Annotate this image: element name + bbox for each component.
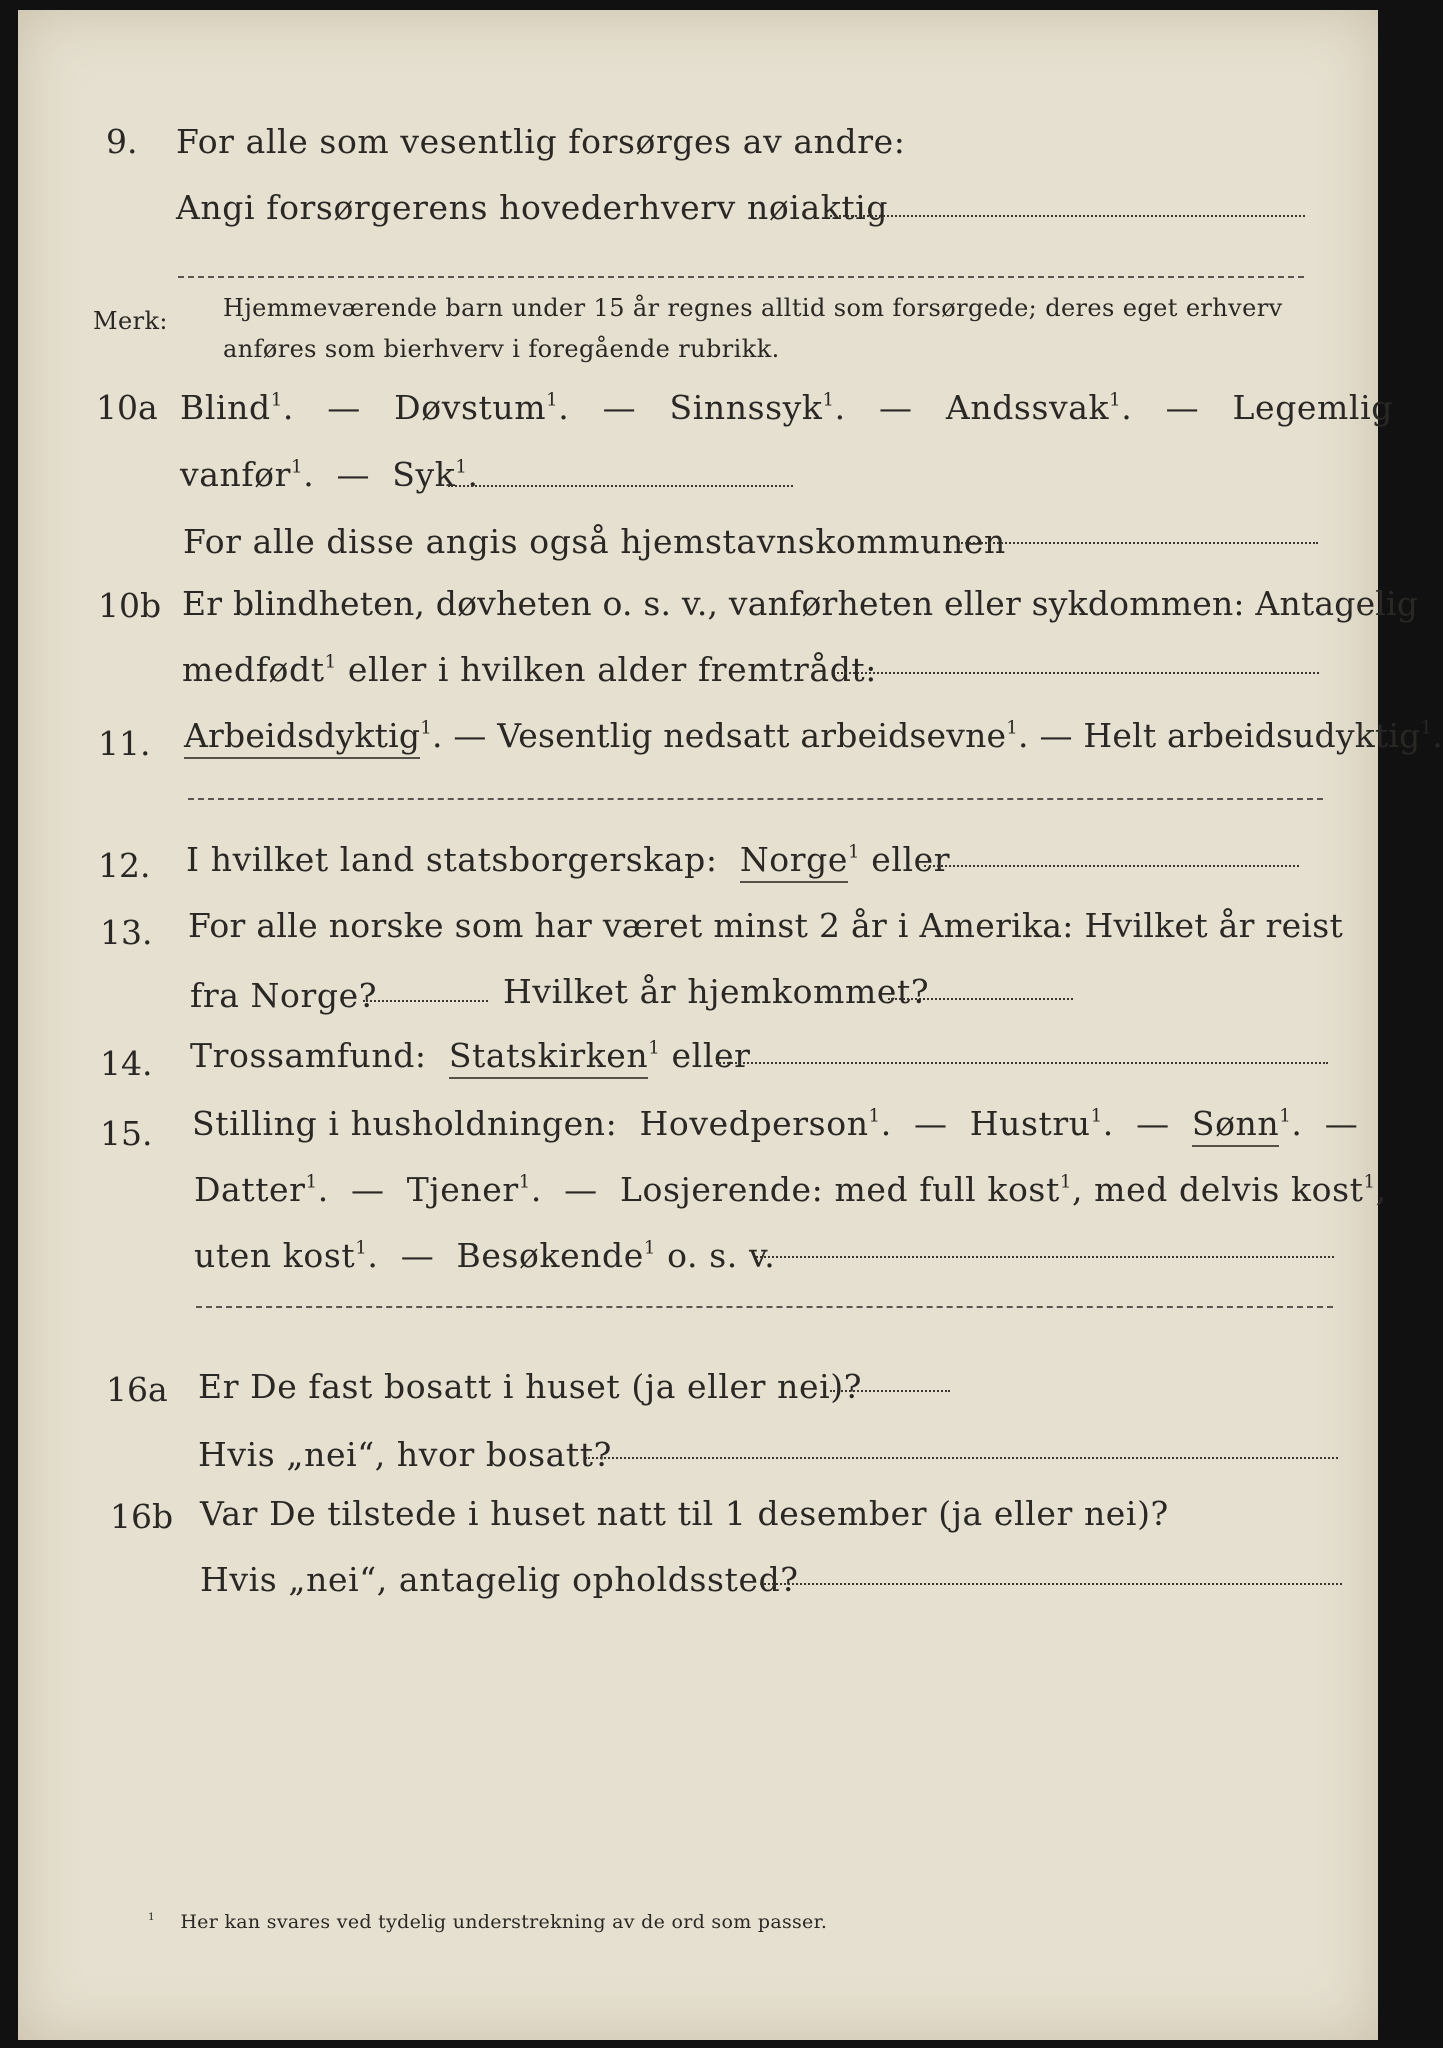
q9-answer-line-2[interactable] bbox=[178, 276, 1304, 278]
merk-label: Merk: bbox=[93, 307, 168, 335]
q12-answer-line[interactable] bbox=[924, 865, 1299, 867]
q15-answer-line-2[interactable] bbox=[196, 1306, 1333, 1308]
q12-number: 12. bbox=[98, 846, 151, 885]
q16a-answer-line[interactable] bbox=[830, 1390, 950, 1392]
opt-datter[interactable]: Datter bbox=[194, 1170, 306, 1209]
q10a-number: 10a bbox=[96, 388, 158, 427]
q15-line3: uten kost$^1$. — Besøkende$^1$ o. s. v. bbox=[194, 1236, 776, 1275]
q16b-number: 16b bbox=[110, 1497, 174, 1536]
q11-answer-line[interactable] bbox=[188, 798, 1323, 800]
opt-dovstum[interactable]: Døvstum bbox=[394, 388, 547, 427]
q15-line1: Stilling i husholdningen: Hovedperson$^1$. — Hustru$^1$. — Sønn$^1$. — bbox=[192, 1104, 1358, 1143]
q10a-answer-line[interactable] bbox=[448, 485, 793, 487]
opt-delvis-kost[interactable]: med delvis kost bbox=[1094, 1170, 1364, 1209]
opt-norge[interactable]: Norge bbox=[740, 840, 848, 883]
q16a-line2: Hvis „nei“, hvor bosatt? bbox=[198, 1435, 612, 1474]
q16a-line1: Er De fast bosatt i huset (ja eller nei)? bbox=[198, 1367, 862, 1406]
opt-syk[interactable]: Syk bbox=[392, 455, 456, 494]
q15-answer-line[interactable] bbox=[756, 1256, 1334, 1258]
opt-hustru[interactable]: Hustru bbox=[969, 1104, 1091, 1143]
q16a-number: 16a bbox=[106, 1370, 168, 1409]
q16b-line1: Var De tilstede i huset natt til 1 desember (ja eller nei)? bbox=[200, 1494, 1169, 1533]
merk-line1: Hjemmeværende barn under 15 år regnes alltid som forsørgede; deres eget erhverv bbox=[223, 294, 1283, 322]
opt-uten-kost[interactable]: uten kost bbox=[194, 1236, 356, 1275]
q15-number: 15. bbox=[100, 1114, 153, 1153]
q14-answer-line[interactable] bbox=[716, 1062, 1328, 1064]
opt-tjener[interactable]: Tjener bbox=[406, 1170, 519, 1209]
q14-text: Trossamfund: Statskirken$^1$ eller bbox=[190, 1036, 751, 1075]
q13-fra: fra Norge? bbox=[190, 976, 378, 1015]
opt-udyktig[interactable]: Helt arbeidsudyktig bbox=[1083, 716, 1421, 755]
opt-arbeidsdyktig[interactable]: Arbeidsdyktig bbox=[184, 716, 420, 759]
merk-line2: anføres som bierhverv i foregående rubrikk. bbox=[223, 335, 780, 363]
opt-sonn[interactable]: Sønn bbox=[1192, 1104, 1279, 1147]
q11-number: 11. bbox=[98, 724, 151, 763]
q10b-line1: Er blindheten, døvheten o. s. v., vanførheten eller sykdommen: Antagelig bbox=[182, 584, 1419, 623]
q12-text: I hvilket land statsborgerskap: Norge$^1$ eller bbox=[186, 840, 950, 879]
q10b-answer-line[interactable] bbox=[833, 672, 1319, 674]
opt-full-kost[interactable]: Losjerende: med full kost bbox=[619, 1170, 1060, 1209]
q9-line1: For alle som vesentlig forsørges av andre: bbox=[176, 122, 906, 161]
opt-nedsatt[interactable]: Vesentlig nedsatt arbeidsevne bbox=[497, 716, 1007, 755]
q13-reist-line[interactable] bbox=[363, 1000, 488, 1002]
opt-legemlig[interactable]: Legemlig bbox=[1232, 388, 1393, 427]
footnote: $^1$ Her kan svares ved tydelig understrekning av de ord som passer. bbox=[148, 1911, 828, 1933]
q13-line1: For alle norske som har været minst 2 år i Amerika: Hvilket år reist bbox=[188, 906, 1344, 945]
q16b-line2: Hvis „nei“, antagelig opholdssted? bbox=[200, 1560, 799, 1599]
q11-options: Arbeidsdyktig$^1$. — Vesentlig nedsatt arbeidsevne$^1$. — Helt arbeidsudyktig$^1$. bbox=[184, 716, 1443, 755]
q15-line2: Datter$^1$. — Tjener$^1$. — Losjerende: med full kost$^1$, med delvis kost$^1$, bbox=[194, 1170, 1387, 1209]
q16a-bosatt-line[interactable] bbox=[585, 1457, 1338, 1459]
q13-hjem-line[interactable] bbox=[888, 998, 1073, 1000]
opt-andssvak[interactable]: Andssvak bbox=[945, 388, 1110, 427]
opt-sinnssyk[interactable]: Sinnssyk bbox=[669, 388, 823, 427]
opt-statskirken[interactable]: Statskirken bbox=[449, 1036, 648, 1079]
opt-blind[interactable]: Blind bbox=[180, 388, 271, 427]
q16b-answer-line[interactable] bbox=[760, 1583, 1342, 1585]
q10a-line1: Blind$^1$. — Døvstum$^1$. — Sinnssyk$^1$. — Andssvak$^1$. — Legemlig bbox=[180, 388, 1393, 427]
q13-hjem: Hvilket år hjemkommet? bbox=[503, 972, 930, 1011]
opt-vanfor[interactable]: vanfør bbox=[180, 455, 292, 494]
q10a-line3: For alle disse angis også hjemstavnskommunen bbox=[183, 522, 1006, 561]
q13-number: 13. bbox=[100, 913, 153, 952]
q9-number: 9. bbox=[106, 122, 138, 161]
opt-hovedperson[interactable]: Hovedperson bbox=[639, 1104, 869, 1143]
q10a-line2: vanfør$^1$. — Syk$^1$. bbox=[180, 455, 479, 494]
census-form-page bbox=[18, 10, 1443, 2040]
q9-answer-line[interactable] bbox=[830, 215, 1305, 217]
opt-besokende[interactable]: Besøkende bbox=[456, 1236, 644, 1275]
q9-line2: Angi forsørgerens hovederhverv nøiaktig bbox=[176, 188, 889, 227]
q14-number: 14. bbox=[100, 1044, 153, 1083]
q10b-line2: medfødt$^1$ eller i hvilken alder fremtrådt: bbox=[182, 650, 877, 689]
q10b-number: 10b bbox=[98, 586, 162, 625]
q10a-kommune-line[interactable] bbox=[958, 542, 1318, 544]
